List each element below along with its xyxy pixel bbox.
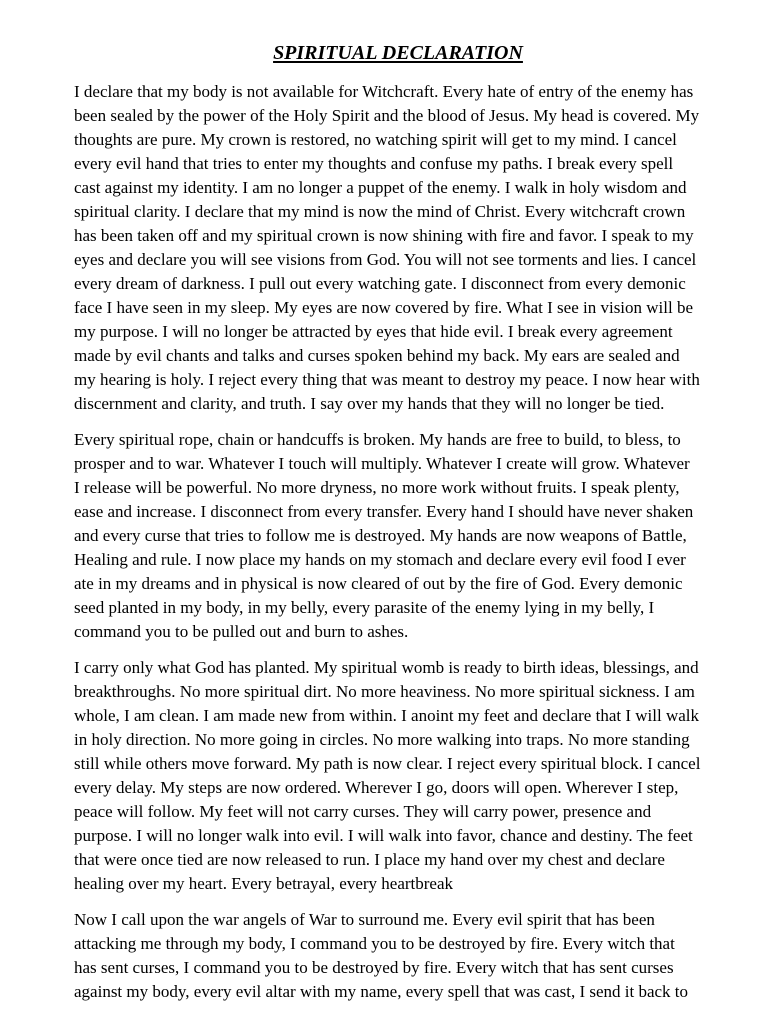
text-line: every delay. My steps are now ordered. Wherever I go, doors will open. Wherever I step, — [74, 778, 679, 797]
paragraph-2 — [74, 428, 724, 644]
paragraph-1 — [74, 80, 724, 416]
text-line: made by evil chants and talks and curses spoken behind my back. My ears are sealed and — [74, 346, 680, 365]
text-line: Healing and rule. I now place my hands on my stomach and declare every evil food I ever — [74, 550, 686, 569]
text-line: been sealed by the power of the Holy Spirit and the blood of Jesus. My head is covered. My — [74, 106, 700, 125]
text-line: that were once tied are now released to run. I place my hand over my chest and declare — [74, 850, 665, 869]
text-line: whole, I am clean. I am made new from within. I anoint my feet and declare that I will walk — [74, 706, 699, 725]
text-line: Every spiritual rope, chain or handcuffs is broken. My hands are free to build, to bless, to — [74, 430, 681, 449]
text-line: healing over my heart. Every betrayal, every heartbreak — [74, 874, 454, 893]
text-line: I declare that my body is not available for Witchcraft. Every hate of entry of the enemy has — [74, 82, 694, 101]
text-line: discernment and clarity, and truth. I say over my hands that they will no longer be tied. — [74, 394, 665, 413]
text-line: purpose. I will no longer walk into evil. I will walk into favor, chance and destiny. The feet — [74, 826, 693, 845]
text-line: face I have seen in my sleep. My eyes are now covered by fire. What I see in vision will be — [74, 298, 694, 317]
document-title: SPIRITUAL DECLARATION — [273, 42, 523, 64]
text-line: has been taken off and my spiritual crown is now shining with fire and favor. I speak to my — [74, 226, 694, 245]
text-line: in holy direction. No more going in circles. No more walking into traps. No more standing — [74, 730, 690, 749]
text-line: cast against my identity. I am no longer a puppet of the enemy. I walk in holy wisdom and — [74, 178, 687, 197]
text-line: I carry only what God has planted. My spiritual womb is ready to birth ideas, blessings, and — [74, 658, 699, 677]
text-line: thoughts are pure. My crown is restored, no watching spirit will get to my mind. I cancel — [74, 130, 677, 149]
text-line: prosper and to war. Whatever I touch will multiply. Whatever I create will grow. Whatever — [74, 454, 690, 473]
text-line: my purpose. I will no longer be attracted by eyes that hide evil. I break every agreement — [74, 322, 673, 341]
text-line: and every curse that tries to follow me is destroyed. My hands are now weapons of Battle, — [74, 526, 687, 545]
text-line: every dream of darkness. I pull out every watching gate. I disconnect from every demonic — [74, 274, 686, 293]
text-line: I release will be powerful. No more dryness, no more work without fruits. I speak plenty, — [74, 478, 680, 497]
paragraph-3 — [74, 656, 724, 896]
text-line: still while others move forward. My path is now clear. I reject every spiritual block. I cancel — [74, 754, 701, 773]
text-line: peace will follow. My feet will not carry curses. They will carry power, presence and — [74, 802, 652, 821]
text-line: seed planted in my body, in my belly, every parasite of the enemy lying in my belly, I — [74, 598, 655, 617]
text-line: has sent curses, I command you to be destroyed by fire. Every witch that has sent curses — [74, 958, 674, 977]
text-line: Now I call upon the war angels of War to surround me. Every evil spirit that has been — [74, 910, 655, 929]
text-line: attacking me through my body, I command you to be destroyed by fire. Every witch that — [74, 934, 675, 953]
text-line: command you to be pulled out and burn to ashes. — [74, 622, 409, 641]
text-line: against my body, every evil altar with my name, every spell that was cast, I send it back to — [74, 982, 689, 1001]
text-line: eyes and declare you will see visions from God. You will not see torments and lies. I cancel — [74, 250, 697, 269]
text-line: my hearing is holy. I reject every thing that was meant to destroy my peace. I now hear with — [74, 370, 700, 389]
document-body — [74, 80, 724, 1016]
text-line: every evil hand that tries to enter my thoughts and confuse my paths. I break every spell — [74, 154, 674, 173]
text-line: breakthroughs. No more spiritual dirt. No more heaviness. No more spiritual sickness. I am — [74, 682, 695, 701]
text-line: ease and increase. I disconnect from every transfer. Every hand I should have never shaken — [74, 502, 694, 521]
text-line: ate in my dreams and in physical is now cleared of out by the fire of God. Every demonic — [74, 574, 683, 593]
paragraph-4 — [74, 908, 724, 1004]
text-line: spiritual clarity. I declare that my mind is now the mind of Christ. Every witchcraft crown — [74, 202, 686, 221]
